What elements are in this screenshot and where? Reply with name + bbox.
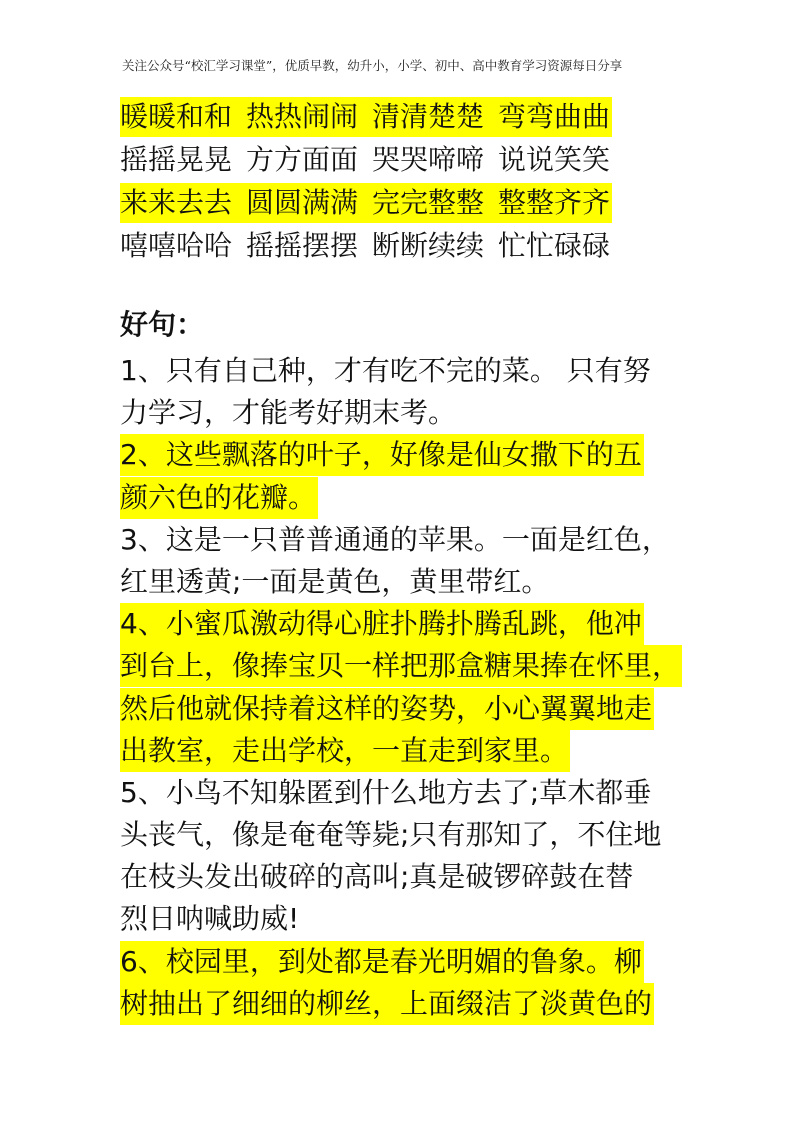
vocab-word: 哭哭啼啼 [372,143,485,176]
vocab-word: 方方面面 [246,143,359,176]
vocab-row-highlight [120,97,612,137]
sentence-line-highlighted [120,603,700,645]
vocab-row-text [120,140,612,180]
vocab-row [120,140,680,183]
sentence-line [120,392,700,434]
sentence-line [120,350,700,392]
sentence-text: 红里透黄;一面是黄色，黄里带红。 [120,564,550,598]
vocab-word: 嘻嘻哈哈 [120,229,233,262]
sentence-list [120,350,700,1025]
sentence-line-highlighted [120,730,700,772]
sentence-text: 1、只有自己种，才有吃不完的菜。 只有努 [120,354,651,387]
sentence-line [120,772,700,814]
sentence-text: 2、这些飘落的叶子，好像是仙女撒下的五 [120,434,644,476]
sentence-line [120,561,700,603]
vocab-word: 完完整整 [372,186,485,219]
sentence-line-highlighted [120,477,700,519]
sentence-line-highlighted [120,434,700,476]
sentence-text: 出教室，走出学校，一直走到家里。 [120,730,570,772]
sentence-line-highlighted [120,983,700,1025]
sentence-text: 力学习，才能考好期末考。 [120,396,457,430]
sentence-text: 颜六色的花瓣。 [120,477,318,519]
vocab-word: 圆圆满满 [246,186,359,219]
sentence-text: 烈日呐喊助威! [120,902,300,936]
vocab-row [120,183,680,226]
sentence-line [120,856,700,898]
sentence-line [120,898,700,940]
sentence-text: 树抽出了细细的柳丝，上面缀洁了淡黄色的 [120,983,654,1025]
vocab-word: 忙忙碌碌 [498,229,611,262]
sentence-text: 4、小蜜瓜激动得心脏扑腾扑腾乱跳，他冲 [120,603,644,645]
vocab-word: 来来去去 [120,186,233,219]
vocab-word: 弯弯曲曲 [498,100,611,133]
sentence-text: 在枝头发出破碎的高叫;真是破锣碎鼓在替 [120,860,634,894]
sentence-line-highlighted [120,688,700,730]
vocab-row [120,226,680,269]
vocab-word: 热热闹闹 [246,100,359,133]
sentence-text: 6、校园里，到处都是春光明媚的鲁象。柳 [120,941,644,983]
vocab-word: 摇摇摆摆 [246,229,359,262]
section-title: 好句： [120,308,205,341]
sentence-text: 到台上，像捧宝贝一样把那盒糖果捧在怀里， [120,645,682,687]
vocab-word: 摇摇晃晃 [120,143,233,176]
sentence-text: 3、这是一只普普通通的苹果。一面是红色， [120,522,670,556]
vocab-list [120,97,680,269]
sentence-line-highlighted [120,941,700,983]
sentence-text: 5、小鸟不知躲匿到什么地方去了;草木都垂 [120,775,652,809]
vocab-row-highlight [120,183,612,223]
vocab-word: 整整齐齐 [498,186,611,219]
sentence-line-highlighted [120,645,700,687]
vocab-row-text [120,226,612,266]
sentence-text: 头丧气，像是奄奄等毙;只有那知了，不住地 [120,818,662,852]
vocab-word: 说说笑笑 [498,143,611,176]
sentence-text: 然后他就保持着这样的姿势，小心翼翼地走 [120,688,654,730]
sentence-line [120,519,700,561]
vocab-row [120,97,680,140]
vocab-word: 断断续续 [372,229,485,262]
vocab-word: 清清楚楚 [372,100,485,133]
sentence-line [120,814,700,856]
vocab-word: 暖暖和和 [120,100,233,133]
page-header: 关注公众号“校汇学习课堂”，优质早教，幼升小，小学、初中、高中教育学习资源每日分享 [122,58,623,73]
